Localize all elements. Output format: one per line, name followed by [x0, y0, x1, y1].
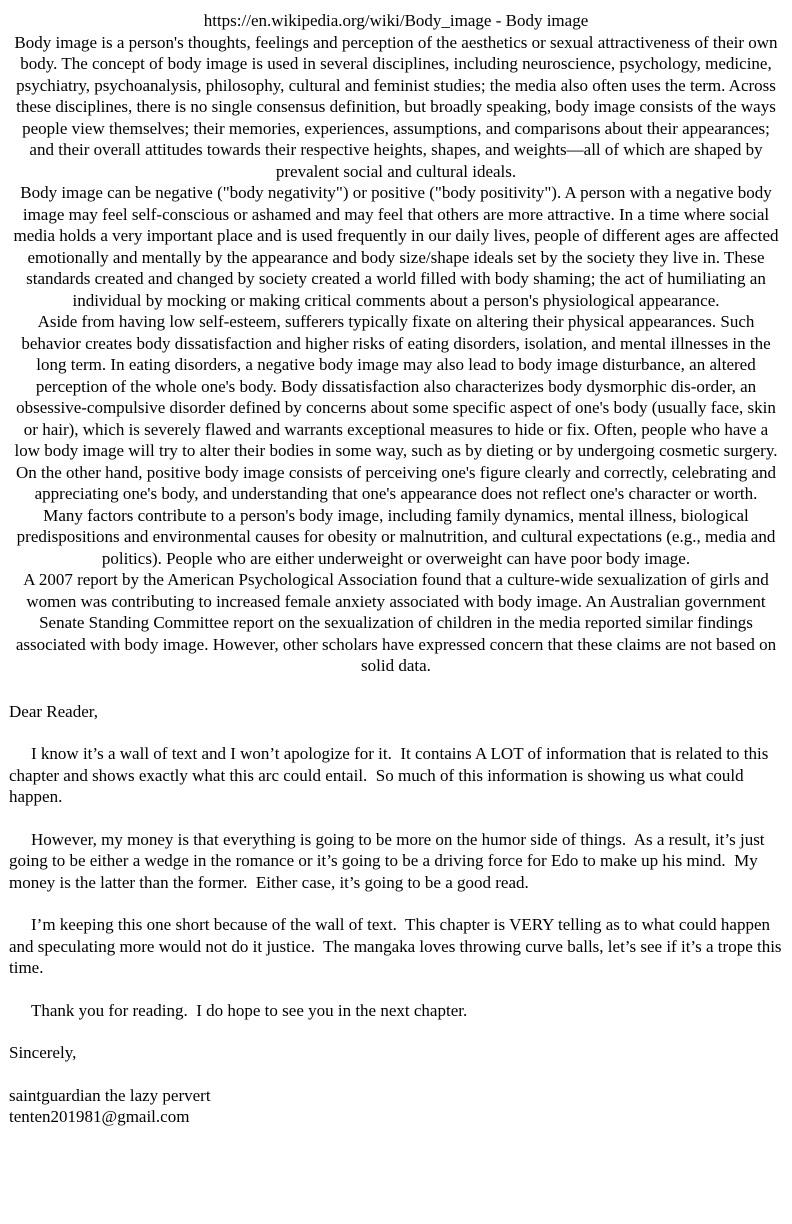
- note-paragraph: I’m keeping this one short because of the wall of text. This chapter is VERY telling as to what could happen and speculating more would not do it justice. The mangaka loves throwing curve balls, let’s see if it’s a trope this time.: [9, 915, 786, 977]
- signature-block: [9, 1085, 783, 1128]
- excerpt-paragraph: A 2007 report by the American Psychological Association found that a culture-wide sexualization of girls and women was contributing to increased female anxiety associated with body image. An Australian government Senate Standing Committee report on the sexualization of children in the media reported similar findings associated with body image. However, other scholars have expressed concern that these claims are not based on solid data.: [15, 570, 777, 675]
- note-paragraph: Thank you for reading. I do hope to see you in the next chapter.: [31, 1000, 468, 1020]
- note-paragraph: However, my money is that everything is going to be more on the humor side of things. As a result, it’s just going to be either a wedge in the romance or it’s going to be a driving force for Edo to make up his mind. My money is the latter than the former. Either case, it’s going to be a good read.: [9, 829, 769, 892]
- wikipedia-excerpt: [9, 10, 783, 677]
- excerpt-paragraph: Body image can be negative ("body negativity") or positive ("body positivity"). A person with a negative body image may feel self-conscious or ashamed and may feel that others are more attractive. In a time where social media holds a very important place and is used frequently in our daily lives, people of different ages are affected emotionally and mentally by the appearance and body size/shape ideals set by the society they live in. These standards created and changed by society created a world filled with body shaming; the act of humiliating an individual by mocking or making critical comments about a person's physiological appearance.: [13, 183, 779, 310]
- excerpt-paragraph: Aside from having low self-esteem, sufferers typically fixate on altering their physical appearances. Such behavior creates body dissatisfaction and higher risks of eating disorders, isolation, and mental illnesses in the long term. In eating disorders, a negative body image may also lead to body image disturbance, an altered perception of the whole one's body. Body dissatisfaction also characterizes body dysmorphic dis-order, an obsessive-compulsive disorder defined by concerns about some specific aspect of one's body (usually face, skin or hair), which is severely flawed and warrants exceptional measures to hide or fix. Often, people who have a low body image will try to alter their bodies in some way, such as by dieting or by undergoing cosmetic surgery. On the other hand, positive body image consists of perceiving one's figure clearly and correctly, celebrating and appreciating one's body, and understanding that one's appearance does not reflect one's character or worth.: [14, 312, 778, 503]
- authors-note: [9, 701, 786, 1128]
- signature-email: tenten201981@gmail.com: [9, 1107, 190, 1126]
- salutation: Dear Reader,: [9, 701, 98, 721]
- note-paragraph: I know it’s a wall of text and I won’t apologize for it. It contains A LOT of information that is related to this chapter and shows exactly what this arc could entail. So much of this information is showing us what could happen.: [9, 744, 773, 806]
- source-url-line: https://en.wikipedia.org/wiki/Body_image - Body image: [203, 11, 589, 30]
- excerpt-paragraph: Body image is a person's thoughts, feelings and perception of the aesthetics or sexual attractiveness of their own body. The concept of body image is used in several disciplines, including neuroscience, psychology, medicine, psychiatry, psychoanalysis, philosophy, cultural and feminist studies; the media also often uses the term. Across these disciplines, there is no single consensus definition, but broadly speaking, body image consists of the ways people view themselves; their memories, experiences, assumptions, and comparisons about their appearances; and their overall attitudes towards their respective heights, shapes, and weights—all of which are shaped by prevalent social and cultural ideals.: [14, 32, 778, 181]
- excerpt-paragraph: Many factors contribute to a person's body image, including family dynamics, mental illness, biological predispositions and environmental causes for obesity or malnutrition, and cultural expectations (e.g., media and politics). People who are either underweight or overweight can have poor body image.: [16, 505, 776, 568]
- closing: Sincerely,: [9, 1043, 77, 1062]
- signature-name: saintguardian the lazy pervert: [9, 1085, 211, 1105]
